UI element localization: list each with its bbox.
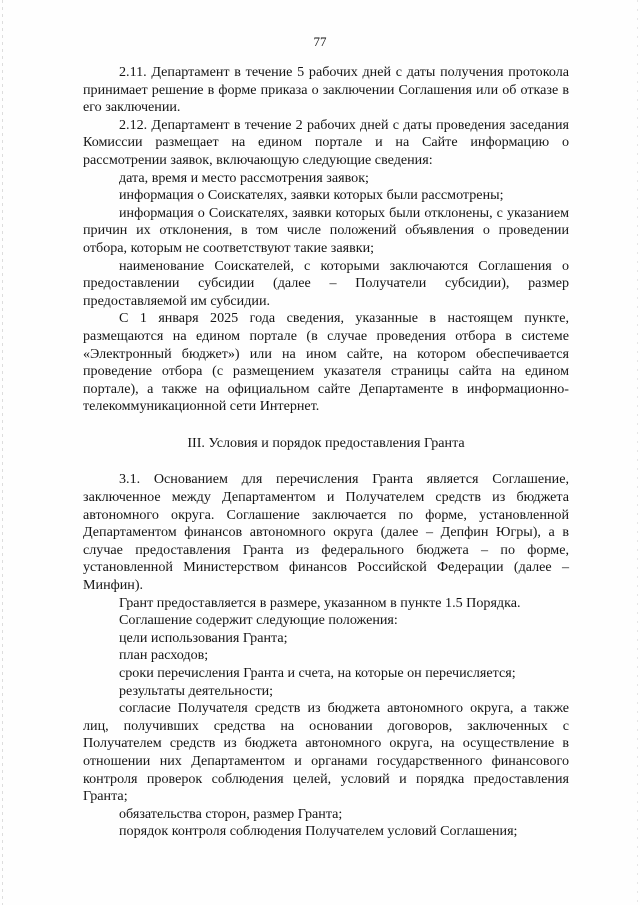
paragraph: Соглашение содержит следующие положения: xyxy=(119,612,398,629)
paragraph-2-11: 2.11. Департамент в течение 5 рабочих дней с даты получения протокола принимает решение в форме приказа о заключении Соглашения или об отказе в его заключении. xyxy=(83,64,569,116)
paragraph-2025: С 1 января 2025 года сведения, указанные в настоящем пункте, размещаются на едином портале (в случае проведения отбора в системе «Электронный бюджет») или на ином сайте, на котором обеспечивается проведение отбора (с размещением указателя страницы сайта на едином портале), а также на официальном сайте Департаменте в информационно-телекоммуникационной сети Интернет. xyxy=(83,310,569,415)
document-body xyxy=(83,64,569,841)
paragraph-3-1: 3.1. Основанием для перечисления Гранта является Соглашение, заключенное между Департаментом и Получателем средств из бюджета автономного округа. Соглашение заключается по форме, установленной Департаментом финансов автономного округа (далее – Депфин Югры), а в случае предоставления Гранта из федерального бюджета – по форме, установленной Министерством финансов Российской Федерации (далее – Минфин). xyxy=(83,471,569,594)
list-item: согласие Получателя средств из бюджета автономного округа, а также лиц, получивших средства на основании договоров, заключенных с Получателем средств из бюджета автономного округа, на осуществление в отношении них Департаментом и органами государственного финансового контроля проверок соблюдения целей, условий и порядка предоставления Гранта; xyxy=(83,700,569,805)
list-item: результаты деятельности; xyxy=(119,682,274,699)
list-item: информация о Соискателях, заявки которых были отклонены, с указанием причин их отклонения, в том числе положений объявления о проведении отбора, которым не соответствуют такие заявки; xyxy=(83,204,569,256)
list-item: информация о Соискателях, заявки которых были рассмотрены; xyxy=(119,187,504,204)
list-item: сроки перечисления Гранта и счета, на которые он перечисляется; xyxy=(119,665,516,681)
page-number: 77 xyxy=(313,34,327,49)
paragraph: Грант предоставляется в размере, указанном в пункте 1.5 Порядка. xyxy=(119,594,521,611)
list-item: наименование Соискателей, с которыми заключаются Соглашения о предоставлении субсидии (далее – Получатели субсидии), размер предоставляемой им субсидии. xyxy=(83,257,569,309)
list-item: цели использования Гранта; xyxy=(119,629,288,646)
scan-edge-right xyxy=(637,0,638,905)
section-heading: III. Условия и порядок предоставления Гранта xyxy=(187,434,465,451)
list-item: порядок контроля соблюдения Получателем условий Соглашения; xyxy=(119,823,518,840)
list-item: дата, время и место рассмотрения заявок; xyxy=(119,169,369,186)
paragraph-2-12: 2.12. Департамент в течение 2 рабочих дней с даты проведения заседания Комиссии размещает на едином портале и на Сайте информацию о рассмотрении заявок, включающую следующие сведения: xyxy=(83,116,569,168)
scan-edge-left xyxy=(2,0,3,905)
list-item: обязательства сторон, размер Гранта; xyxy=(119,805,343,822)
list-item: план расходов; xyxy=(119,647,209,664)
